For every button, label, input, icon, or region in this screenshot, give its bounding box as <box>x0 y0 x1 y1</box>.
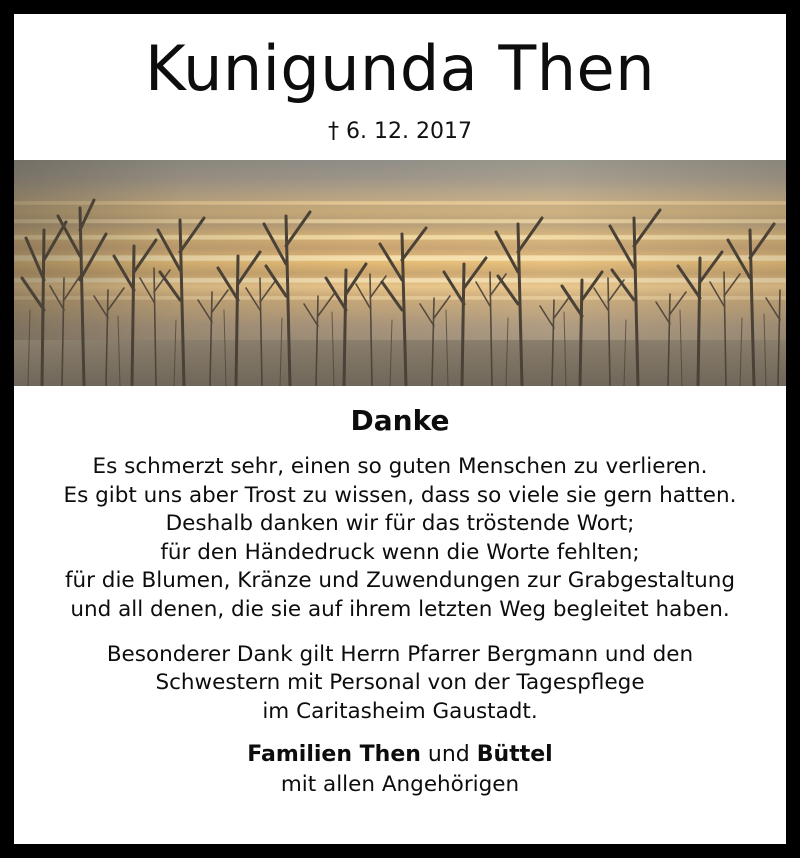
notice-header <box>14 14 786 160</box>
obituary-card <box>14 14 786 844</box>
text-line: für den Händedruck wenn die Worte fehlten; <box>160 539 640 565</box>
bare-trees-silhouette <box>14 160 786 386</box>
death-date: † 6. 12. 2017 <box>328 119 472 145</box>
thanks-heading: Danke <box>350 404 450 438</box>
page-title: Kunigunda Then <box>145 32 655 105</box>
thanks-paragraph-1 <box>32 453 768 625</box>
text-line: im Caritasheim Gaustadt. <box>262 698 538 724</box>
sunset-trees-photo <box>14 160 786 386</box>
relatives-line: mit allen Angehörigen <box>280 772 520 798</box>
text-line: Deshalb danken wir für das tröstende Wort; <box>165 511 635 537</box>
text-line: für die Blumen, Kränze und Zuwendungen zur Grabgestaltung <box>64 568 736 594</box>
text-line: Schwestern mit Personal von der Tagespflege <box>155 670 645 696</box>
text-line: und all denen, die sie auf ihrem letzten Weg begleitet haben. <box>70 597 730 623</box>
text-line: Es gibt uns aber Trost zu wissen, dass so viele sie gern hatten. <box>63 482 737 508</box>
family-conjunction: und <box>420 742 477 768</box>
thanks-text-block <box>14 386 786 844</box>
family-name-secondary: Büttel <box>476 742 553 768</box>
text-line: Besonderer Dank gilt Herrn Pfarrer Bergmann und den <box>106 641 694 667</box>
text-line: Es schmerzt sehr, einen so guten Menschen zu verlieren. <box>92 454 708 480</box>
family-signature <box>32 740 768 770</box>
family-name-primary: Familien Then <box>247 742 421 768</box>
thanks-paragraph-2 <box>32 641 768 727</box>
